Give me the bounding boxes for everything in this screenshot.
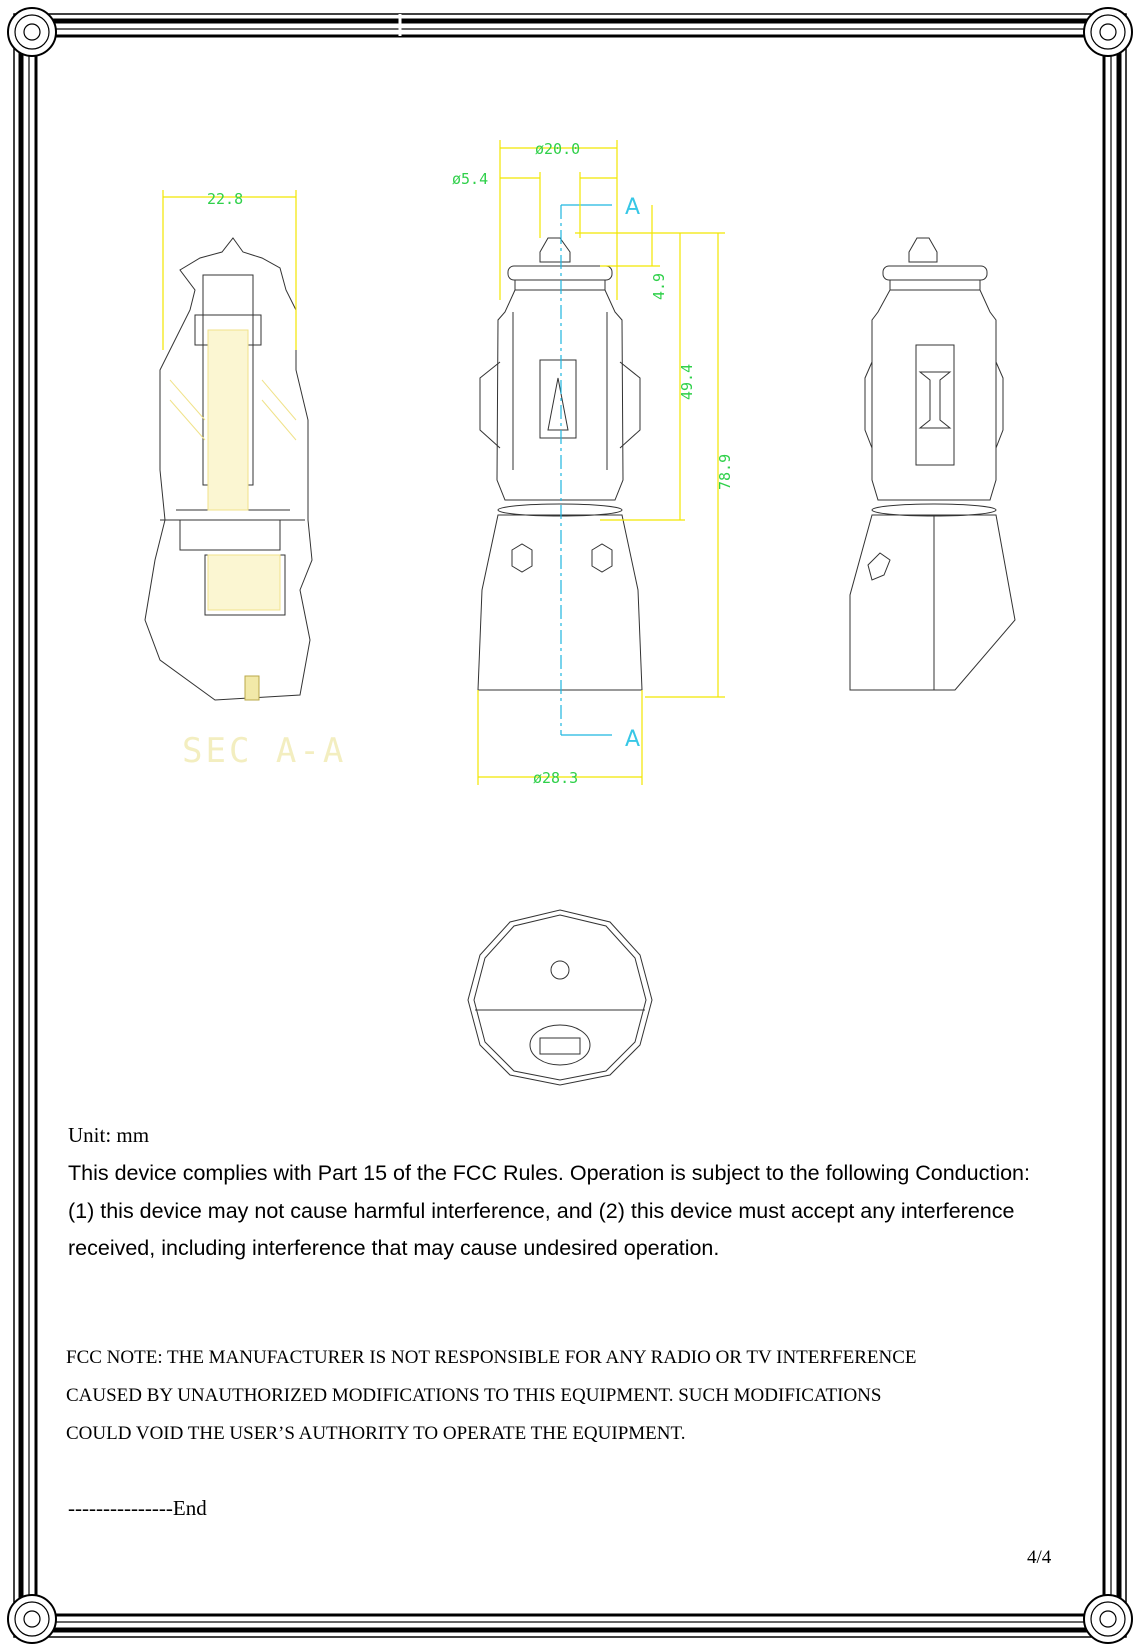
- bottom-view: [468, 910, 652, 1085]
- dim-tip-diameter: ø20.0: [535, 140, 581, 158]
- corner-ornament-bottom-left: [8, 1595, 56, 1643]
- section-dimension: [163, 190, 296, 350]
- fcc-note-line-1: FCC NOTE: THE MANUFACTURER IS NOT RESPONSIBLE FOR ANY RADIO OR TV INTERFERENCE: [66, 1347, 917, 1368]
- section-mark-top: A: [625, 195, 641, 220]
- end-marker: ---------------End: [68, 1496, 207, 1520]
- unit-label: Unit: mm: [68, 1123, 150, 1147]
- section-hatch: [170, 330, 296, 700]
- dim-body-height: 49.4: [678, 363, 696, 400]
- corner-ornament-bottom-right: [1084, 1595, 1132, 1643]
- dim-total-height: 78.9: [716, 453, 734, 490]
- dim-base-diameter: ø28.3: [533, 769, 579, 787]
- page-number: 4/4: [1027, 1547, 1052, 1568]
- dim-width-section: 22.8: [207, 190, 244, 208]
- front-centerline: [561, 205, 612, 735]
- front-dimensions: [478, 140, 725, 785]
- dim-tip-height: 4.9: [650, 272, 668, 300]
- fcc-note-line-2: CAUSED BY UNAUTHORIZED MODIFICATIONS TO THIS EQUIPMENT. SUCH MODIFICATIONS: [66, 1385, 882, 1406]
- section-label: SEC A-A: [182, 731, 347, 771]
- fcc-compliance-statement: This device complies with Part 15 of the FCC Rules. Operation is subject to the following Conduction: (1) this device may not cause harmful interference, and (2) this device must accept any interference received, including interference that may cause undesired operation.: [68, 1161, 1030, 1260]
- side-view: [850, 238, 1015, 690]
- fcc-note-line-3: COULD VOID THE USER’S AUTHORITY TO OPERATE THE EQUIPMENT.: [66, 1423, 686, 1444]
- dim-hole-diameter: ø5.4: [452, 170, 489, 188]
- front-view: [478, 238, 642, 690]
- section-mark-bottom: A: [625, 727, 641, 752]
